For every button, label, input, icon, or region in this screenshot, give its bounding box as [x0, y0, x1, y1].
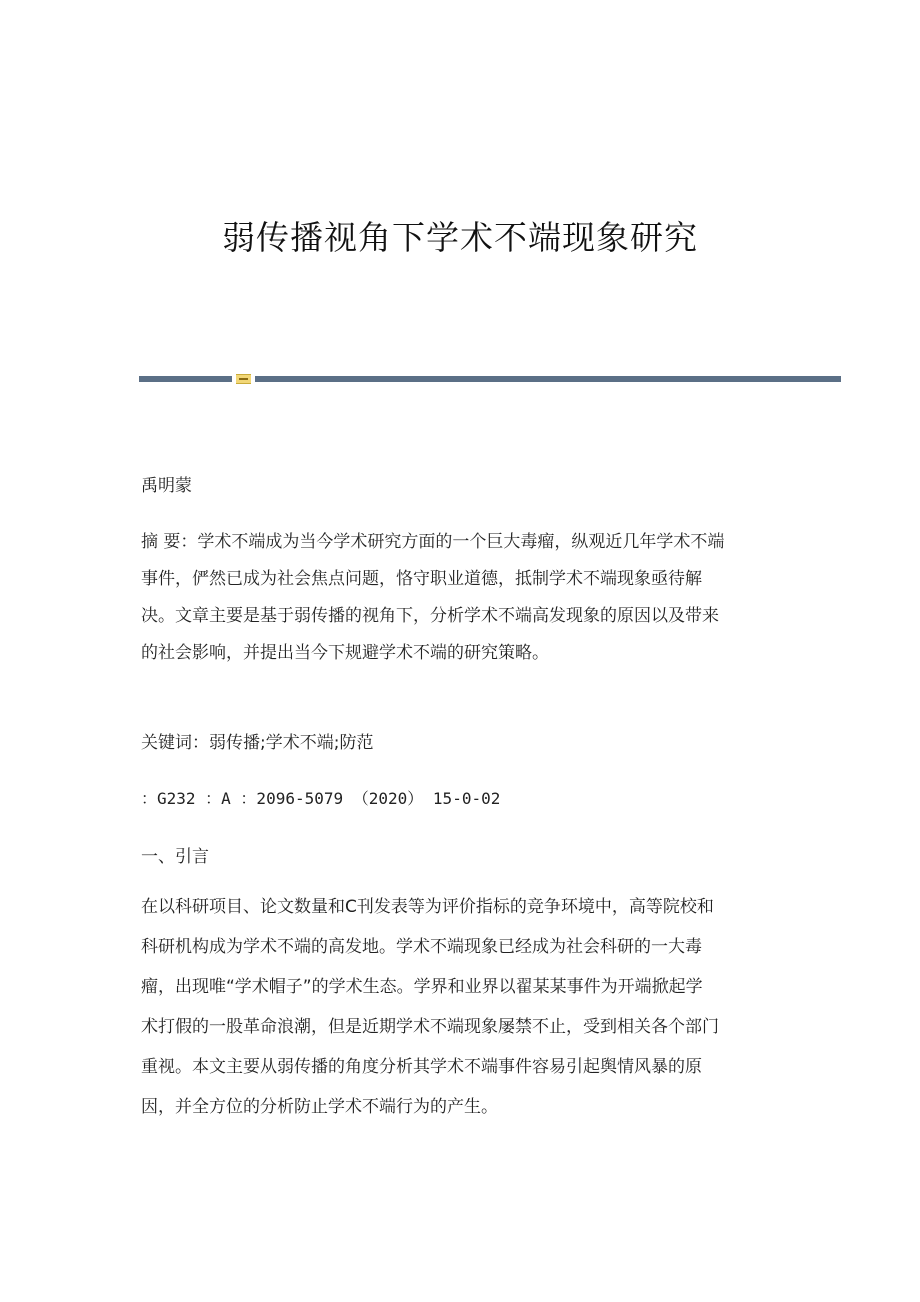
abstract-line: 决。文章主要是基于弱传播的视角下，分析学术不端高发现象的原因以及带来 [141, 606, 719, 626]
divider-bar-right [255, 376, 841, 382]
document-title: 弱传播视角下学术不端现象研究 [222, 218, 698, 257]
section-heading: 一、引言 [141, 847, 209, 867]
abstract [141, 524, 791, 672]
abstract-line: 摘 要：学术不端成为当今学术研究方面的一个巨大毒瘤，纵观近几年学术不端 [141, 532, 725, 552]
keywords: 关键词：弱传播;学术不端;防范 [141, 733, 374, 753]
abstract-line: 事件，俨然已成为社会焦点问题，恪守职业道德，抵制学术不端现象亟待解 [141, 569, 702, 589]
body-line: 瘤，出现唯“学术帽子”的学术生态。学界和业界以翟某某事件为开端掀起学 [141, 977, 703, 997]
author-name: 禹明蒙 [141, 476, 192, 496]
divider-bar-left [139, 376, 232, 382]
body-line: 重视。本文主要从弱传播的角度分析其学术不端事件容易引起舆情风暴的原 [141, 1057, 702, 1077]
classification-line: ：G232 ：A ：2096-5079 （2020） 15-0-02 [141, 789, 501, 808]
body-line: 在以科研项目、论文数量和C刊发表等为评价指标的竞争环境中，高等院校和 [141, 897, 714, 917]
divider-ornament-icon [236, 374, 251, 384]
body-line: 因，并全方位的分析防止学术不端行为的产生。 [141, 1097, 498, 1117]
body-paragraph [141, 887, 791, 1127]
title-divider [139, 374, 841, 384]
body-line: 术打假的一股革命浪潮，但是近期学术不端现象屡禁不止，受到相关各个部门 [141, 1017, 719, 1037]
body-line: 科研机构成为学术不端的高发地。学术不端现象已经成为社会科研的一大毒 [141, 937, 702, 957]
abstract-line: 的社会影响，并提出当今下规避学术不端的研究策略。 [141, 643, 549, 663]
